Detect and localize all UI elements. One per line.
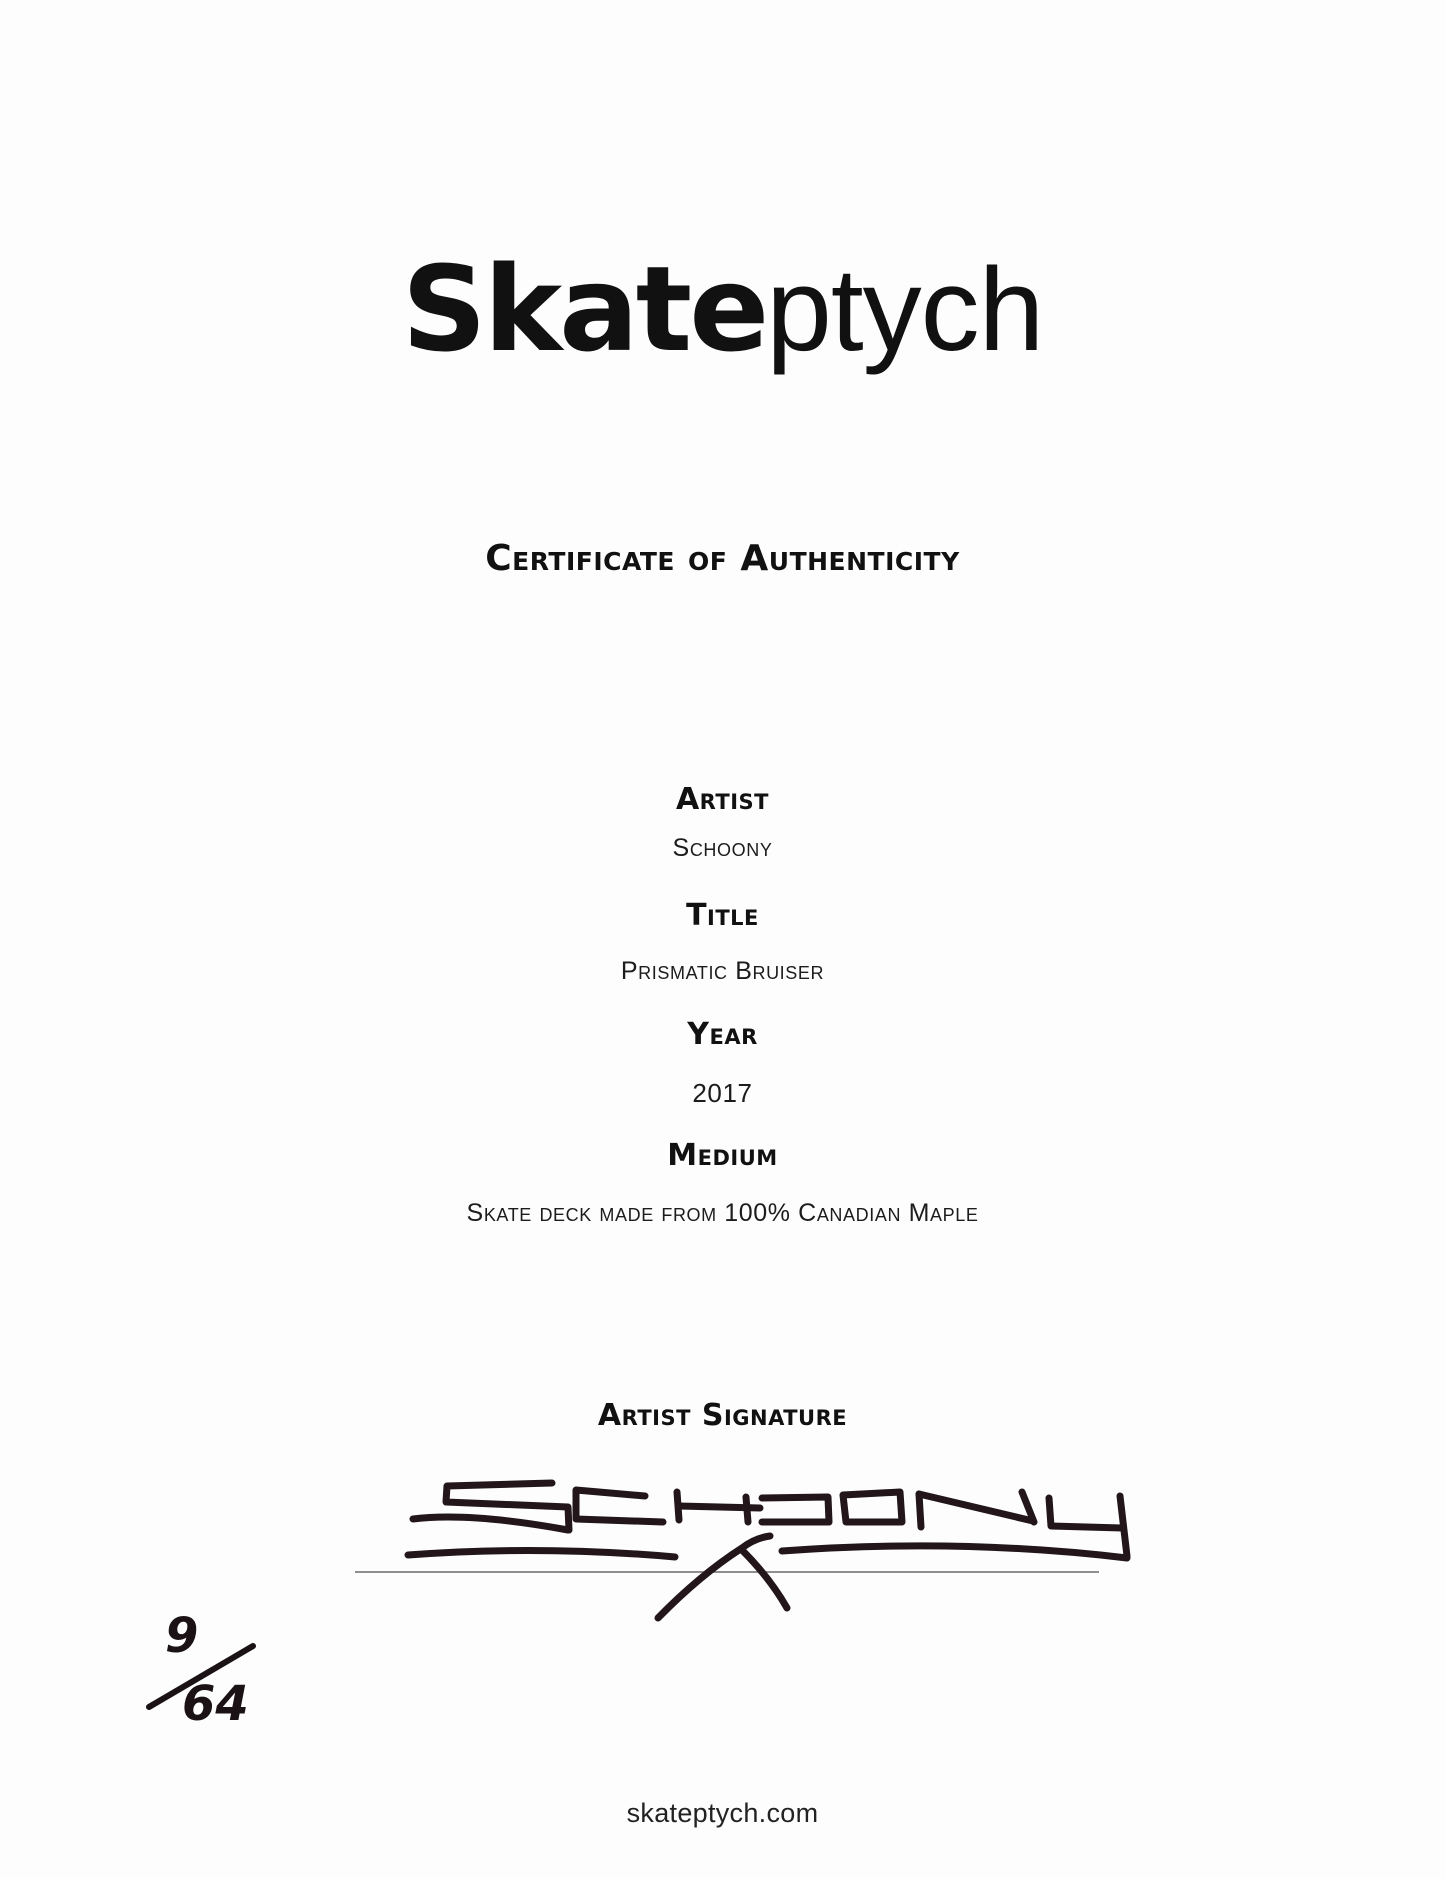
logo-light-text: ptych — [766, 244, 1044, 376]
title-label: Title — [686, 898, 759, 933]
artist-label: Artist — [675, 782, 770, 817]
year-value: 2017 — [692, 1078, 753, 1108]
artist-value: Schoony — [672, 834, 773, 862]
logo-bold-text: Skate — [401, 240, 767, 378]
edition-number-value: 9 — [165, 1608, 199, 1664]
edition-total-value: 64 — [182, 1676, 249, 1732]
footer-website: skateptych.com — [626, 1798, 819, 1828]
artist-signature-label: Artist Signature — [597, 1398, 848, 1433]
medium-value: Skate deck made from 100% Canadian Maple — [466, 1199, 979, 1227]
medium-label: Medium — [667, 1138, 778, 1173]
title-value: Prismatic Bruiser — [620, 957, 825, 985]
year-label: Year — [687, 1017, 758, 1052]
certificate-title: Certificate of Authenticity — [485, 538, 960, 579]
